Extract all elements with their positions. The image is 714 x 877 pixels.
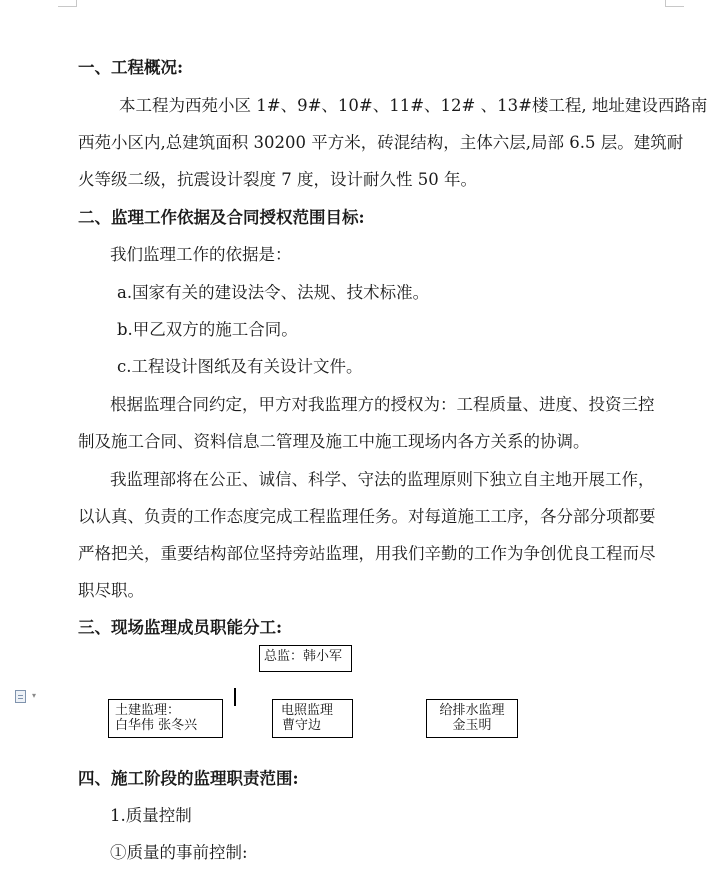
section3-heading: 三、现场监理成员职能分工: [78,618,283,637]
plumbing-supervisor-title: 给排水监理 [439,703,505,718]
quality-control-item: 1.质量控制 [110,806,192,825]
section1-heading: 一、工程概况: [78,58,184,77]
civil-supervisor-title: 土建监理： [115,703,181,718]
paragraph-options-icon[interactable] [15,690,26,703]
section1-para-line-1: 本工程为西苑小区 1#、9#、10#、11#、12# 、13#楼工程, 地址建设西路南 [119,96,708,115]
authorization-para-line-2: 制及施工合同、资料信息二管理及施工中施工现场内各方关系的协调。 [78,432,590,451]
principle-para-line-1: 我监理部将在公正、诚信、科学、守法的监理原则下独立自主地开展工作， [110,470,655,489]
civil-supervisor-box [108,699,223,738]
chief-supervisor-box [259,645,352,672]
page-corner-mark-right [665,0,684,7]
chief-supervisor-label: 总监：韩小军 [264,649,343,664]
section1-para-line-3: 火等级二级，抗震设计裂度 7 度，设计耐久性 50 年。 [78,170,477,189]
text-cursor [234,688,236,706]
basis-item-c: c.工程设计图纸及有关设计文件。 [117,357,363,376]
civil-supervisor-names: 白华伟 张冬兴 [115,718,198,733]
plumbing-supervisor-box [426,699,518,738]
page-corner-mark-left [58,0,77,7]
chevron-down-icon[interactable]: ▾ [32,691,37,700]
pre-control-item: ①质量的事前控制: [110,843,248,862]
section2-heading: 二、监理工作依据及合同授权范围目标: [78,208,365,227]
principle-para-line-2: 以认真、负责的工作态度完成工程监理任务。对每道施工工序，各分部分项都要 [78,507,656,526]
basis-item-b: b.甲乙双方的施工合同。 [117,320,298,339]
section1-para-line-2: 西苑小区内,总建筑面积 30200 平方米，砖混结构，主体六层,局部 6.5 层。建筑耐 [78,133,684,152]
electrical-supervisor-name: 曹守边 [282,718,322,733]
basis-item-a: a.国家有关的建设法令、法规、技术标准。 [117,283,430,302]
electrical-supervisor-title: 电照监理 [281,703,334,718]
principle-para-line-3: 严格把关，重要结构部位坚持旁站监理，用我们辛勤的工作为争创优良工程而尽 [78,544,656,563]
authorization-para-line-1: 根据监理合同约定，甲方对我监理方的授权为：工程质量、进度、投资三控 [110,395,655,414]
section4-heading: 四、施工阶段的监理职责范围: [78,769,299,788]
section2-intro: 我们监理工作的依据是： [110,245,292,264]
electrical-supervisor-box [272,699,353,738]
principle-para-line-4: 职尽职。 [78,581,144,600]
plumbing-supervisor-name: 金玉明 [452,718,492,733]
